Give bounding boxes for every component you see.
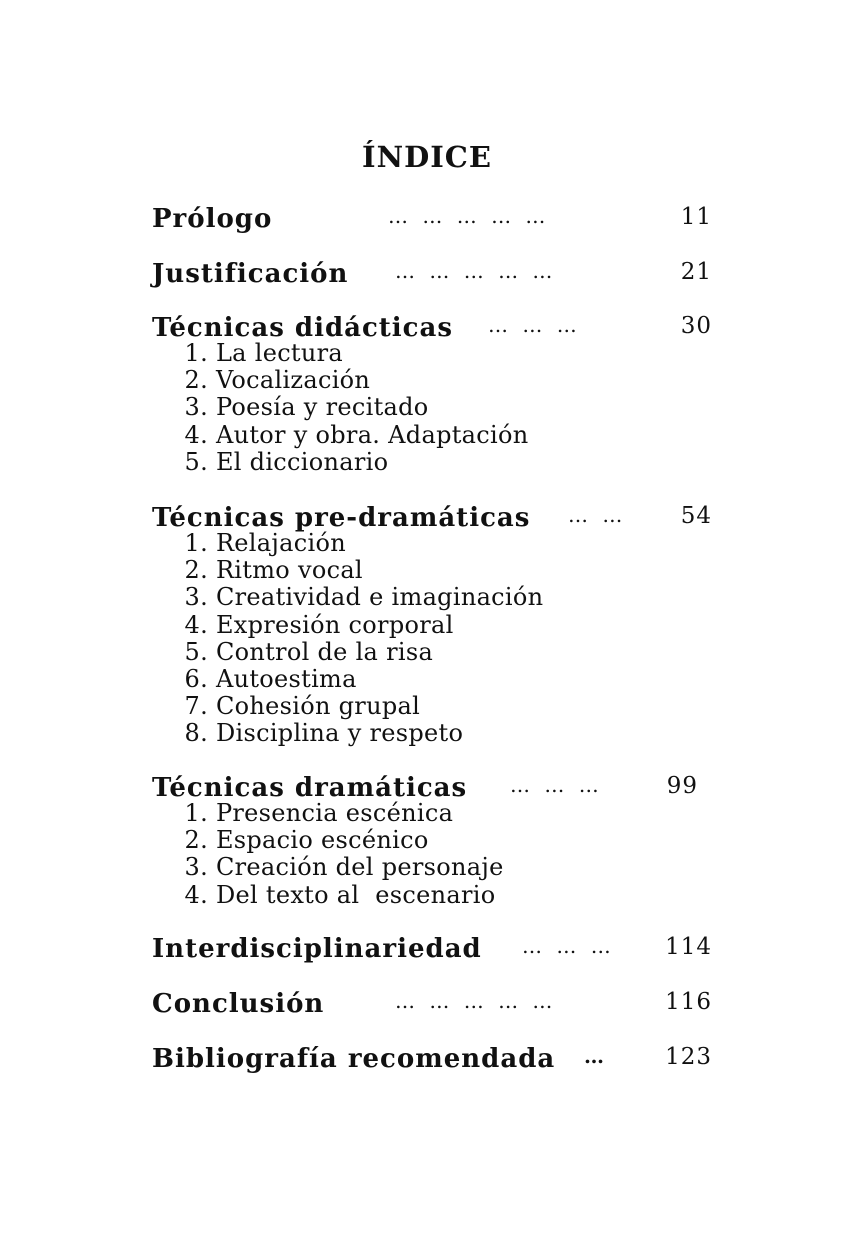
page-number: 54 — [680, 503, 712, 529]
item-text: Disciplina y respeto — [215, 719, 464, 748]
item-number: 8. — [184, 719, 208, 748]
item-text: El diccionario — [215, 447, 389, 476]
item-number: 4. — [184, 880, 208, 909]
item-text: Control de la risa — [215, 637, 434, 666]
toc-entry-prologo — [152, 204, 712, 244]
toc-heading-label: Bibliografía recomendada — [152, 1044, 556, 1074]
toc-heading-label: Justificación — [152, 259, 349, 289]
toc-heading — [152, 773, 712, 813]
list-item — [152, 367, 712, 394]
dot-leader: … … … — [488, 313, 581, 337]
item-text: Creatividad e imaginación — [215, 583, 544, 612]
toc-heading — [152, 204, 712, 244]
page-number: 11 — [680, 204, 712, 230]
page-number: 114 — [665, 934, 712, 960]
item-number: 3. — [184, 583, 208, 612]
subitem-list — [152, 800, 712, 909]
toc-heading — [152, 503, 712, 543]
item-number: 2. — [184, 556, 208, 585]
item-text: Ritmo vocal — [215, 556, 363, 585]
toc-heading — [152, 313, 712, 353]
page-number: 116 — [665, 989, 712, 1015]
item-text: Del texto al escenario — [215, 880, 496, 909]
item-text: Cohesión grupal — [215, 692, 421, 721]
toc-heading-label: Interdisciplinariedad — [152, 934, 482, 964]
list-item — [152, 584, 712, 611]
subitem-list — [152, 340, 712, 476]
toc-entry-justificacion — [152, 259, 712, 299]
item-number: 4. — [184, 420, 208, 449]
toc-heading-label: Conclusión — [152, 989, 325, 1019]
list-item — [152, 827, 712, 854]
list-item — [152, 720, 712, 747]
dot-leader: … … … … … — [388, 204, 550, 228]
item-number: 4. — [184, 610, 208, 639]
toc-heading — [152, 259, 712, 299]
item-text: Espacio escénico — [215, 826, 429, 855]
item-text: Autoestima — [215, 664, 357, 693]
item-number: 6. — [184, 664, 208, 693]
item-text: Vocalización — [215, 366, 371, 395]
toc-heading — [152, 989, 712, 1029]
item-text: Relajación — [215, 529, 346, 557]
toc-entry-bibliografia — [152, 1044, 712, 1084]
dot-leader: … … … … … — [395, 989, 557, 1013]
toc-entry-interdisciplinariedad — [152, 934, 712, 974]
item-text: La lectura — [215, 339, 344, 367]
item-text: Presencia escénica — [215, 799, 454, 827]
toc-entry-tecnicas-didacticas — [152, 313, 712, 476]
dot-leader: … … … — [510, 773, 603, 797]
toc-entry-tecnicas-dramaticas — [152, 773, 712, 909]
dot-leader: … … … … … — [395, 259, 557, 283]
toc-heading — [152, 934, 712, 974]
toc-heading-label: Técnicas dramáticas — [152, 773, 468, 803]
item-number: 3. — [184, 393, 208, 422]
page-number: 21 — [680, 259, 712, 285]
item-number: 1. — [184, 529, 208, 557]
dot-leader: … … … — [522, 934, 615, 958]
item-text: Autor y obra. Adaptación — [215, 420, 529, 449]
item-text: Poesía y recitado — [215, 393, 429, 422]
toc-heading-label: Técnicas didácticas — [152, 313, 454, 343]
item-number: 1. — [184, 339, 208, 367]
page-number: 99 — [666, 773, 698, 799]
item-number: 3. — [184, 853, 208, 882]
item-number: 2. — [184, 366, 208, 395]
list-item — [152, 639, 712, 666]
subitem-list — [152, 530, 712, 748]
toc-entry-conclusion — [152, 989, 712, 1029]
list-item — [152, 882, 712, 909]
toc-entry-tecnicas-predramaticas — [152, 503, 712, 748]
item-number: 1. — [184, 799, 208, 827]
item-number: 5. — [184, 447, 208, 476]
list-item — [152, 666, 712, 693]
toc-heading-label: Técnicas pre-dramáticas — [152, 503, 531, 533]
page-number: 123 — [665, 1044, 712, 1070]
item-text: Creación del personaje — [215, 853, 504, 882]
list-item — [152, 693, 712, 720]
dot-leader: … … — [568, 503, 627, 527]
list-item — [152, 422, 712, 449]
list-item — [152, 394, 712, 421]
item-text: Expresión corporal — [215, 610, 454, 639]
item-number: 5. — [184, 637, 208, 666]
list-item — [152, 612, 712, 639]
toc-heading-label: Prólogo — [152, 204, 273, 234]
list-item — [152, 557, 712, 584]
dot-leader: … — [584, 1044, 608, 1068]
page-title: ÍNDICE — [362, 140, 492, 174]
item-number: 2. — [184, 826, 208, 855]
page-number: 30 — [680, 313, 712, 339]
toc-heading — [152, 1044, 712, 1084]
list-item — [152, 449, 712, 476]
item-number: 7. — [184, 692, 208, 721]
list-item — [152, 854, 712, 881]
